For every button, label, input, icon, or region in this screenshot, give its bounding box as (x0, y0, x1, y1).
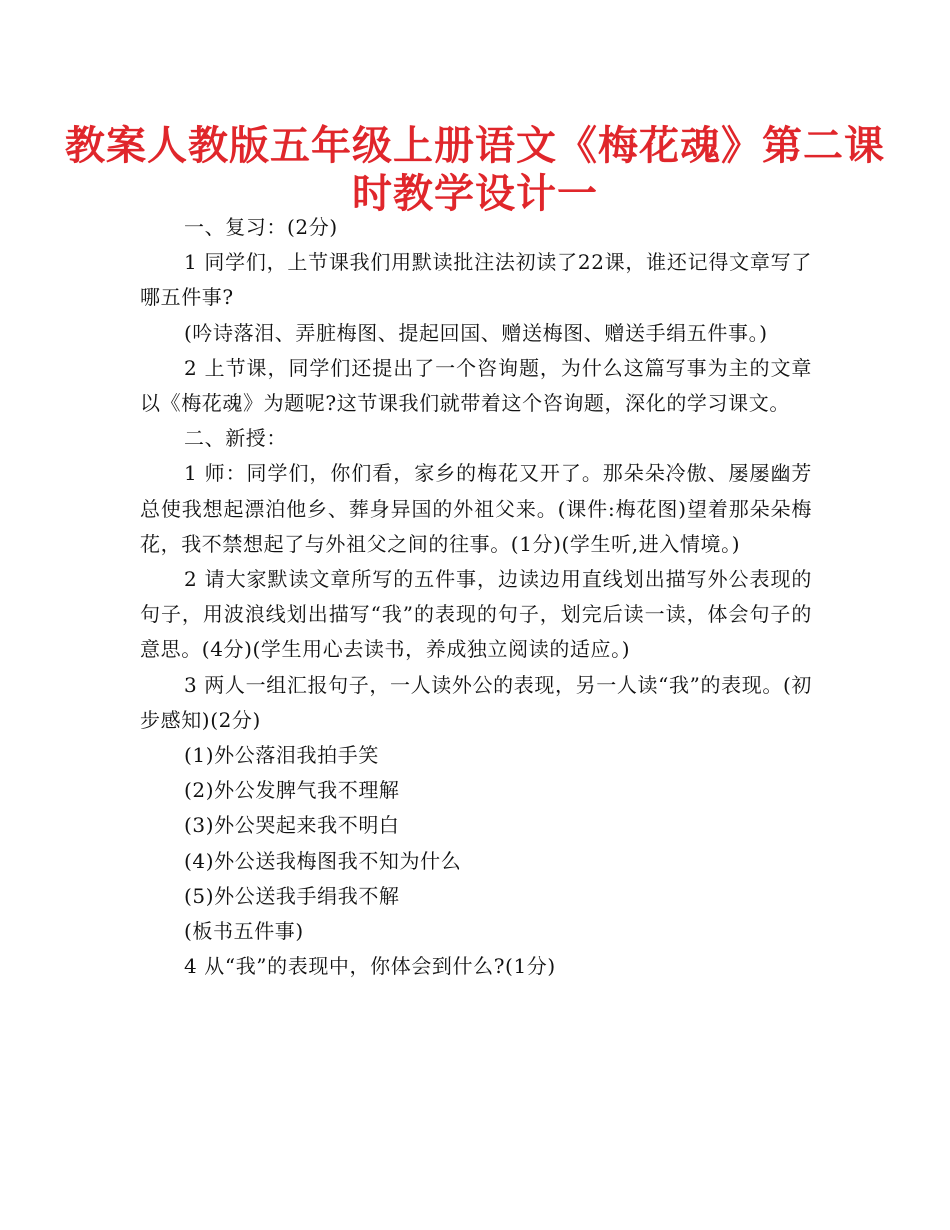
list-item: (5)外公送我手绢我不解 (184, 883, 400, 908)
paragraph: 3 两人一组汇报句子，一人读外公的表现，另一人读“我”的表现。(初步感知)(2分) (140, 672, 812, 732)
list-item: (3)外公哭起来我不明白 (184, 813, 400, 838)
document-body (140, 210, 812, 984)
section-heading-new-lesson: 二、新授： (184, 426, 287, 451)
paragraph: (吟诗落泪、弄脏梅图、提起回国、赠送梅图、赠送手绢五件事。) (184, 320, 768, 345)
list-item: (4)外公送我梅图我不知为什么 (184, 848, 462, 873)
paragraph: 1 同学们，上节课我们用默读批注法初读了22课，谁还记得文章写了哪五件事? (140, 250, 812, 310)
paragraph: (板书五件事) (184, 919, 304, 944)
document-title: 教案人教版五年级上册语文《梅花魂》第二课时教学设计一 (65, 123, 885, 217)
paragraph: 1 师：同学们，你们看，家乡的梅花又开了。那朵朵冷傲、屡屡幽芳总使我想起漂泊他乡、葬身异国的外祖父来。(课件:梅花图)望着那朵朵梅花，我不禁想起了与外祖父之间的往事。(1分)(学生听,进入情境。) (140, 461, 812, 556)
paragraph: 2 请大家默读文章所写的五件事，边读边用直线划出描写外公表现的句子，用波浪线划出描写“我”的表现的句子，划完后读一读，体会句子的意思。(4分)(学生用心去读书，养成独立阅读的适应。) (140, 567, 812, 662)
list-item: (2)外公发脾气我不理解 (184, 778, 400, 803)
list-item: (1)外公落泪我拍手笑 (184, 743, 379, 768)
paragraph: 2 上节课，同学们还提出了一个咨询题，为什么这篇写事为主的文章以《梅花魂》为题呢?这节课我们就带着这个咨询题，深化的学习课文。 (140, 355, 812, 416)
section-heading-review: 一、复习：(2分) (184, 215, 338, 239)
paragraph: 4 从“我”的表现中，你体会到什么?(1分) (184, 954, 556, 979)
